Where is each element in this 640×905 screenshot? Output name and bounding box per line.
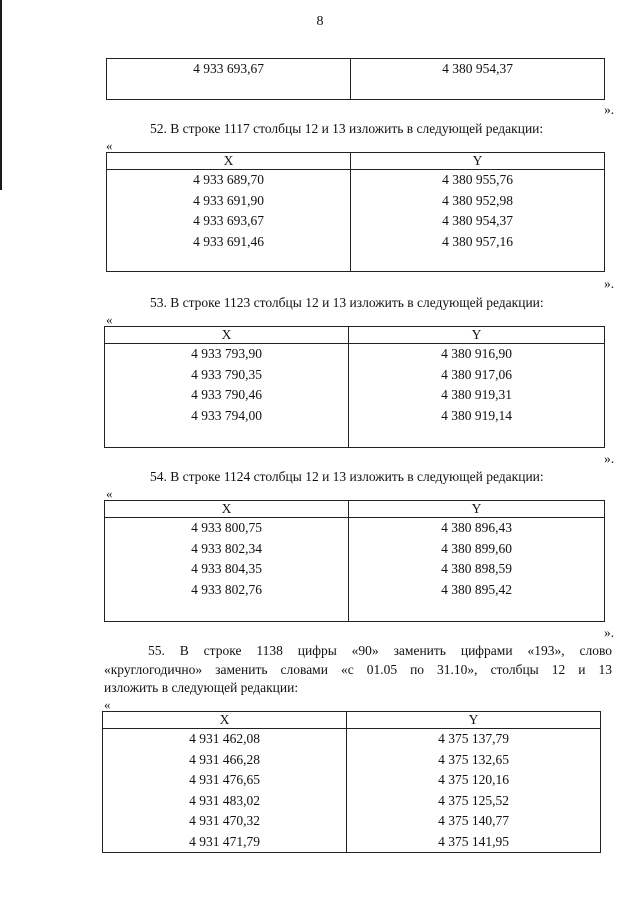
x-cell: 4 933 793,90	[105, 344, 349, 365]
table-header-row	[103, 712, 601, 729]
table-header-row	[107, 153, 605, 170]
section-53-table	[104, 326, 605, 448]
closing-quote: ».	[604, 276, 615, 291]
y-cell: 4 380 895,42	[349, 580, 605, 601]
opening-quote: «	[104, 697, 111, 712]
table-row	[103, 811, 601, 832]
table-row	[105, 365, 605, 386]
x-cell: 4 933 693,67	[107, 59, 351, 80]
section-52-heading: 52. В строке 1117 столбцы 12 и 13 изложить в следующей редакции:	[150, 121, 544, 136]
x-column-header: X	[103, 712, 347, 729]
table-row	[107, 191, 605, 212]
x-cell: 4 931 466,28	[103, 750, 347, 771]
x-cell: 4 933 790,46	[105, 385, 349, 406]
closing-quote: ».	[604, 451, 615, 466]
y-column-header: Y	[351, 153, 605, 170]
table-row	[105, 559, 605, 580]
y-column-header: Y	[347, 712, 601, 729]
table-row	[103, 791, 601, 812]
closing-quote: ».	[604, 625, 615, 640]
heading-line: «круглогодично» заменить словами «с 01.05 по 31.10», столбцы 12 и 13	[104, 661, 612, 677]
y-cell: 4 380 919,14	[349, 406, 605, 427]
section-55-heading	[104, 642, 612, 698]
y-cell: 4 375 137,79	[347, 729, 601, 750]
table-header-row	[105, 501, 605, 518]
x-cell: 4 933 794,00	[105, 406, 349, 427]
section-54-table	[104, 500, 605, 622]
x-cell: 4 933 689,70	[107, 170, 351, 191]
x-cell: 4 933 800,75	[105, 518, 349, 539]
x-cell: 4 933 691,46	[107, 232, 351, 253]
y-cell: 4 380 954,37	[351, 59, 605, 80]
y-cell: 4 380 952,98	[351, 191, 605, 212]
x-cell: 4 931 462,08	[103, 729, 347, 750]
table-row	[103, 750, 601, 771]
y-cell: 4 375 125,52	[347, 791, 601, 812]
y-cell: 4 375 120,16	[347, 770, 601, 791]
table-header-row	[105, 327, 605, 344]
table-row	[107, 170, 605, 191]
x-cell: 4 933 802,76	[105, 580, 349, 601]
opening-quote: «	[106, 138, 113, 153]
y-cell: 4 380 896,43	[349, 518, 605, 539]
opening-quote: «	[106, 486, 113, 501]
section-55-table	[102, 711, 601, 853]
y-cell: 4 380 954,37	[351, 211, 605, 232]
y-cell: 4 380 919,31	[349, 385, 605, 406]
y-cell: 4 380 955,76	[351, 170, 605, 191]
opening-quote: «	[106, 312, 113, 327]
x-cell: 4 931 470,32	[103, 811, 347, 832]
heading-line: 55. В строке 1138 цифры «90» заменить цифрами «193», слово	[148, 643, 612, 658]
x-cell: 4 933 691,90	[107, 191, 351, 212]
x-column-header: X	[107, 153, 351, 170]
x-cell: 4 931 476,65	[103, 770, 347, 791]
x-cell: 4 933 802,34	[105, 539, 349, 560]
y-column-header: Y	[349, 327, 605, 344]
y-cell: 4 380 917,06	[349, 365, 605, 386]
x-cell: 4 931 471,79	[103, 832, 347, 853]
table-row	[103, 832, 601, 853]
x-cell: 4 931 483,02	[103, 791, 347, 812]
x-column-header: X	[105, 501, 349, 518]
y-cell: 4 375 132,65	[347, 750, 601, 771]
table-row	[107, 59, 605, 80]
y-cell: 4 380 916,90	[349, 344, 605, 365]
y-cell: 4 375 141,95	[347, 832, 601, 853]
table-row	[105, 539, 605, 560]
table-row	[105, 518, 605, 539]
table-row	[107, 211, 605, 232]
continuation-table	[106, 58, 605, 100]
table-row	[103, 770, 601, 791]
y-column-header: Y	[349, 501, 605, 518]
x-cell: 4 933 790,35	[105, 365, 349, 386]
x-cell: 4 933 804,35	[105, 559, 349, 580]
y-cell: 4 380 957,16	[351, 232, 605, 253]
table-row	[105, 406, 605, 427]
table-row	[105, 385, 605, 406]
closing-quote: ».	[604, 102, 615, 117]
x-cell: 4 933 693,67	[107, 211, 351, 232]
table-row	[107, 232, 605, 253]
y-cell: 4 380 899,60	[349, 539, 605, 560]
section-53-heading: 53. В строке 1123 столбцы 12 и 13 изложить в следующей редакции:	[150, 295, 544, 310]
page-number: 8	[316, 14, 324, 29]
section-54-heading: 54. В строке 1124 столбцы 12 и 13 изложить в следующей редакции:	[150, 469, 544, 484]
y-cell: 4 380 898,59	[349, 559, 605, 580]
x-column-header: X	[105, 327, 349, 344]
table-row	[103, 729, 601, 750]
y-cell: 4 375 140,77	[347, 811, 601, 832]
heading-line: изложить в следующей редакции:	[104, 680, 299, 695]
table-row	[105, 344, 605, 365]
section-52-table	[106, 152, 605, 272]
table-row	[105, 580, 605, 601]
